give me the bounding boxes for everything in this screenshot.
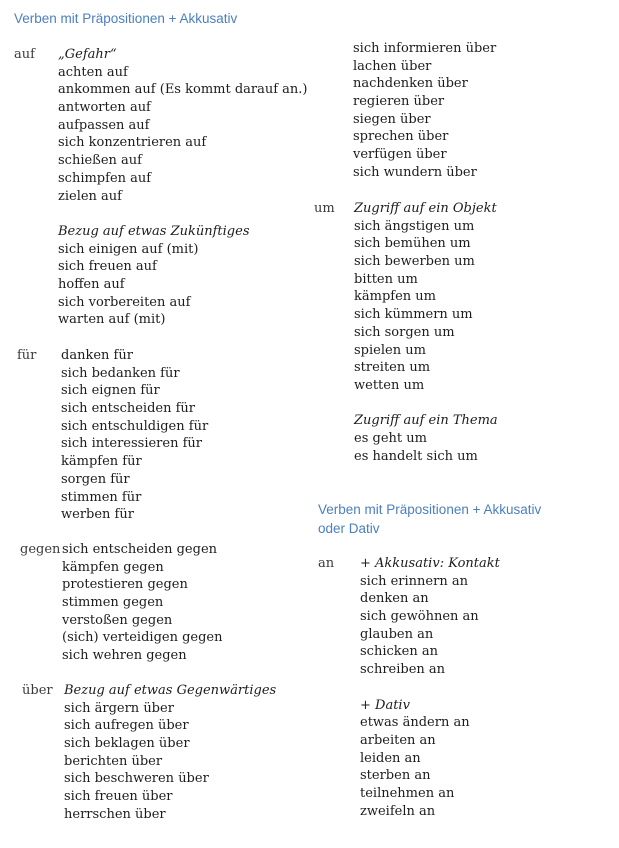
verb-entry: sich interessieren für (61, 436, 202, 452)
verb-entry: sich ärgern über (64, 700, 174, 716)
verb-list (61, 347, 208, 524)
verb-entry: teilnehmen an (360, 785, 455, 801)
preposition-label: gegen (20, 542, 61, 557)
verb-entry: denken an (360, 591, 429, 607)
section-heading-akkusativ: Verben mit Präpositionen + Akkusativ (14, 11, 238, 26)
verb-entry: verstoßen gegen (62, 612, 173, 628)
verb-entry: antworten auf (58, 100, 151, 116)
verb-entry: sprechen über (353, 129, 449, 145)
usage-note: „Gefahr“ (58, 47, 117, 62)
verb-entry: sich vorbereiten auf (58, 294, 191, 310)
verb-entry: stimmen gegen (62, 595, 164, 611)
verb-entry: hoffen auf (58, 276, 125, 292)
preposition-label: über (22, 683, 53, 698)
verb-entry: streiten um (354, 360, 431, 376)
verb-entry: nachdenken über (353, 76, 468, 92)
verb-entry: sterben an (360, 768, 431, 784)
verb-list (354, 200, 498, 465)
verb-entry: sich erinnern an (360, 573, 468, 589)
heading-line-1: Verben mit Präpositionen + Akkusativ (318, 502, 542, 517)
verb-entry: sich freuen über (64, 789, 173, 805)
verb-entry: sich informieren über (353, 41, 497, 56)
verb-entry: sich einigen auf (mit) (58, 241, 199, 257)
verb-entry: kämpfen gegen (62, 559, 164, 575)
verb-entry: zweifeln an (360, 803, 436, 819)
verb-entry: aufpassen auf (58, 117, 150, 133)
usage-note: Bezug auf etwas Gegenwärtiges (64, 683, 277, 698)
verb-entry: kämpfen um (354, 289, 436, 305)
usage-note: Zugriff auf ein Thema (354, 413, 498, 429)
heading-line-2: oder Dativ (318, 521, 380, 536)
preposition-label: auf (14, 47, 35, 62)
verb-entry: zielen auf (58, 188, 122, 204)
preposition-label: um (314, 201, 335, 216)
verb-entry: danken für (61, 348, 133, 363)
verb-entry: sich bedanken für (61, 365, 180, 381)
preposition-label: für (17, 348, 37, 363)
verb-list (58, 46, 308, 329)
verb-entry: glauben an (360, 626, 434, 642)
verb-entry: etwas ändern an (360, 715, 470, 731)
verb-entry: regieren über (353, 94, 445, 110)
verb-list (353, 40, 496, 182)
verb-entry: sich ängstigen um (354, 218, 475, 234)
verb-entry: siegen über (353, 111, 431, 127)
usage-note: Bezug auf etwas Zukünftiges (58, 223, 250, 239)
verb-entry: lachen über (353, 58, 432, 74)
verb-entry: werben für (61, 507, 134, 523)
usage-note: + Akkusativ: Kontakt (360, 556, 500, 571)
verb-entry: leiden an (360, 750, 421, 766)
preposition-label: an (318, 556, 335, 571)
verb-entry: sich beschweren über (64, 771, 209, 787)
verb-entry: arbeiten an (360, 732, 436, 748)
verb-entry: verfügen über (353, 147, 447, 163)
verb-entry: spielen um (354, 342, 426, 358)
blank-line (360, 679, 500, 697)
verb-entry: sich beklagen über (64, 736, 190, 752)
verb-list (62, 541, 223, 665)
verb-entry: sich konzentrieren auf (58, 135, 207, 151)
verb-entry: stimmen für (61, 489, 142, 505)
usage-note: + Dativ (360, 697, 410, 713)
verb-entry: sich sorgen um (354, 324, 455, 340)
verb-entry: sich bewerben um (354, 254, 475, 270)
verb-entry: ankommen auf (Es kommt darauf an.) (58, 82, 308, 98)
section-heading-akkusativ-dativ (318, 500, 541, 538)
verb-entry: sich wundern über (353, 164, 477, 180)
verb-entry: sich entscheiden für (61, 401, 195, 417)
verb-entry: sich eignen für (61, 383, 160, 399)
verb-entry: schießen auf (58, 153, 142, 169)
blank-line (58, 205, 308, 223)
verb-entry: schimpfen auf (58, 170, 152, 186)
verb-entry: wetten um (354, 377, 425, 393)
verb-entry: sich bemühen um (354, 236, 471, 252)
verb-entry: herrschen über (64, 806, 166, 822)
verb-entry: kämpfen für (61, 454, 142, 470)
verb-entry: sich kümmern um (354, 307, 473, 323)
verb-entry: sich aufregen über (64, 718, 189, 734)
verb-list (64, 682, 276, 824)
verb-list (360, 555, 500, 820)
usage-note: Zugriff auf ein Objekt (354, 201, 497, 216)
verb-entry: sich gewöhnen an (360, 609, 479, 625)
verb-entry: schicken an (360, 644, 438, 660)
blank-line (354, 395, 498, 413)
verb-entry: protestieren gegen (62, 577, 188, 593)
verb-entry: bitten um (354, 271, 418, 287)
verb-entry: sich entscheiden gegen (62, 542, 218, 557)
verb-entry: es handelt sich um (354, 448, 478, 464)
verb-entry: achten auf (58, 64, 128, 80)
verb-entry: warten auf (mit) (58, 312, 166, 328)
verb-entry: es geht um (354, 430, 427, 446)
verb-entry: schreiben an (360, 662, 446, 678)
verb-entry: sich wehren gegen (62, 648, 187, 664)
verb-entry: sich freuen auf (58, 259, 157, 275)
verb-entry: berichten über (64, 753, 163, 769)
verb-entry: sorgen für (61, 471, 130, 487)
verb-entry: sich entschuldigen für (61, 418, 209, 434)
verb-entry: (sich) verteidigen gegen (62, 630, 223, 646)
